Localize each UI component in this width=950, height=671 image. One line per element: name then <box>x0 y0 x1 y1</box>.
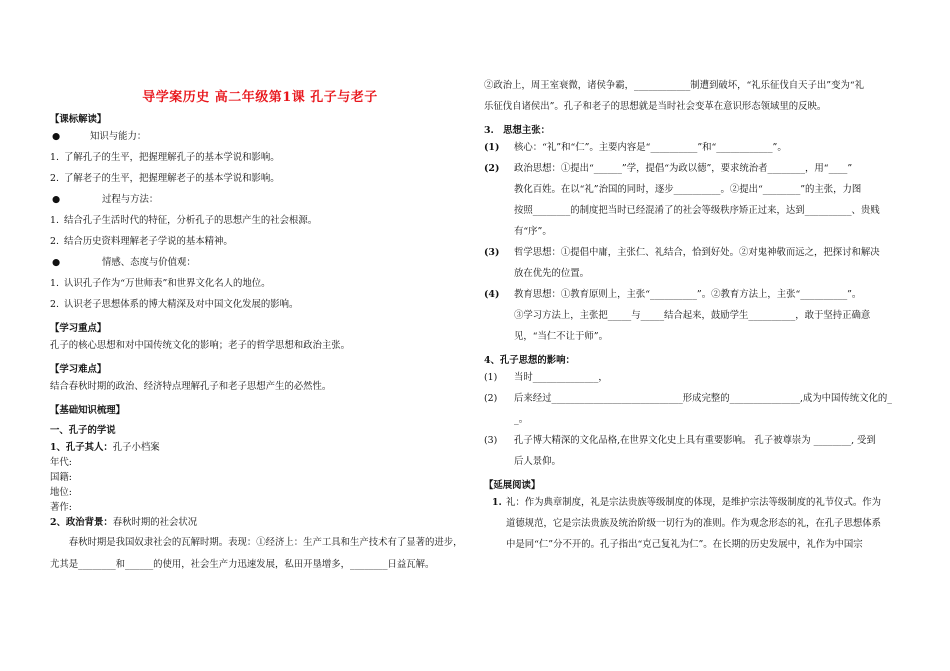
item-body <box>514 372 904 383</box>
item-number: 2. <box>50 173 59 184</box>
item-political-background <box>50 517 470 528</box>
item-text: 了解老子的生平，把握理解老子的基本学说和影响。 <box>64 173 280 184</box>
item-number: 2. <box>50 299 59 310</box>
item-line: 后来经过____________________________形成完整的_______________,成为中国传统文化的_ <box>514 393 892 404</box>
item-number: (1) <box>484 142 500 153</box>
list-item <box>484 247 904 279</box>
item-number: (3) <box>484 435 498 446</box>
item-number: 1. <box>50 152 59 163</box>
item-line: 礼：作为典章制度，礼是宗法贵族等级制度的体现，是维护宗法等级制度的礼节仪式。作为 <box>506 497 882 508</box>
list-item <box>484 289 904 342</box>
list-item <box>484 163 904 237</box>
item-number: 2. <box>50 236 59 247</box>
item-number: 1. <box>50 215 59 226</box>
document-title: 导学案历史 高二年级第1课 孔子与老子 <box>142 90 378 105</box>
item-line: 见，“当仁不让于师”。 <box>514 331 608 342</box>
list-item <box>50 278 470 289</box>
list-item <box>50 215 470 226</box>
field-country: 国籍: <box>50 472 72 483</box>
item-body <box>514 142 904 153</box>
item-body <box>514 289 904 342</box>
item-number: (2) <box>484 163 500 174</box>
item-confucius-person <box>50 442 470 453</box>
item-line: 哲学思想：①提倡中庸，主张仁、礼结合，恰到好处。②对鬼神敬而远之，把探讨和解决 <box>514 247 880 258</box>
item-line: ③学习方法上，主张把_____与_____结合起来，鼓励学生__________，敢于坚持正确意 <box>514 310 871 321</box>
field-works: 著作: <box>50 502 72 513</box>
item-text: 结合历史资料理解老子学说的基本精神。 <box>64 236 233 247</box>
item-line: 后人景仰。 <box>514 456 561 467</box>
item-line: 放在优先的位置。 <box>514 268 590 279</box>
item-line: 道德规范，它是宗法贵族及统治阶级一切行为的准则。作为观念形态的礼，在孔子思想体系 <box>506 518 882 529</box>
bullet-icon: ● <box>52 194 61 205</box>
list-item <box>50 173 470 184</box>
section-heading: 一、孔子的学说 <box>50 425 116 436</box>
section-heading: 4、孔子思想的影响： <box>484 355 575 366</box>
ext-heading: 【延展阅读】 <box>484 480 541 491</box>
item-number: (1) <box>484 372 498 383</box>
item-line: 政治思想：①提出“______”学，提倡“为政以德”，要求统治者________，用“____” <box>514 163 853 174</box>
item-number: 1. <box>492 497 502 508</box>
jichu-heading: 【基础知识梳理】 <box>50 405 126 416</box>
list-item <box>50 299 470 310</box>
goal-label: 过程与方法： <box>102 194 159 205</box>
item-body <box>506 497 904 550</box>
item-line: 教化百姓。在以“礼”治国的同时，逐步__________。②提出“________”的主张，力图 <box>514 184 862 195</box>
list-item <box>50 236 470 247</box>
item-label: 2、政治背景： <box>50 517 113 528</box>
item-label: 1、孔子其人： <box>50 442 113 453</box>
goal-process <box>50 194 470 205</box>
section-heading: 3. 思想主张： <box>484 125 551 136</box>
item-line: 中是同“仁”分不开的。孔子指出“克己复礼为仁”。在长期的历史发展中，礼作为中国宗 <box>506 539 863 550</box>
goal-emotion <box>50 257 470 268</box>
left-column <box>50 80 470 576</box>
zhongdian-text: 孔子的核心思想和对中国传统文化的影响；老子的哲学思想和政治主张。 <box>50 340 351 351</box>
item-number: (4) <box>484 289 500 300</box>
zhongdian-heading: 【学习重点】 <box>50 323 107 334</box>
background-paragraph: 春秋时期是我国奴隶社会的瓦解时期。表现：①经济上：生产工具和生产技术有了显著的进步，尤其是________和______的使用，社会生产力迅速发展，私田开垦增多，________日益瓦解。 <box>50 537 463 570</box>
item-body <box>514 163 904 237</box>
item-line: 核心：“礼”和“仁”。主要内容是“__________”和“____________”。 <box>514 142 787 153</box>
item-line: 教育思想：①教育原则上，主张“__________”。②教育方法上，主张“__________”。 <box>514 289 862 300</box>
right-column <box>484 80 904 550</box>
list-item <box>484 393 904 425</box>
item-text: 了解孔子的生平，把握理解孔子的基本学说和影响。 <box>64 152 280 163</box>
list-item <box>50 152 470 163</box>
ext-item <box>484 497 904 550</box>
item-text: 结合孔子生活时代的特征，分析孔子的思想产生的社会根源。 <box>64 215 318 226</box>
nandian-heading: 【学习难点】 <box>50 364 107 375</box>
item-line: 有“序”。 <box>514 226 552 237</box>
item-text: 春秋时期的社会状况 <box>112 517 198 528</box>
item-number: (3) <box>484 247 500 258</box>
bullet-icon: ● <box>52 257 61 268</box>
item-line: 当时______________， <box>514 372 608 383</box>
item-number: 1. <box>50 278 59 289</box>
goal-knowledge <box>50 131 470 142</box>
item-text: 认识老子思想体系的博大精深及对中国文化发展的影响。 <box>64 299 299 310</box>
item-body <box>514 393 904 425</box>
list-item <box>484 435 904 467</box>
continued-line: ②政治上，周王室衰微，诸侯争霸，____________制遭到破坏，“礼乐征伐自天子出”变为“礼 <box>484 80 865 91</box>
item-line: 孔子博大精深的文化品格,在世界文化史上具有重要影响。 孔子被尊崇为 ________, 受到 <box>514 435 876 446</box>
bullet-icon: ● <box>52 131 61 142</box>
list-item <box>484 372 904 383</box>
field-era: 年代: <box>50 457 72 468</box>
nandian-text: 结合春秋时期的政治、经济特点理解孔子和老子思想产生的必然性。 <box>50 381 332 392</box>
item-number: (2) <box>484 393 498 404</box>
item-text: 孔子小档案 <box>112 442 160 453</box>
field-status: 地位: <box>50 487 72 498</box>
item-body <box>514 435 904 467</box>
goal-label: 知识与能力： <box>90 131 147 142</box>
item-line: _。 <box>514 414 529 425</box>
continued-line: 乐征伐自诸侯出”。孔子和老子的思想就是当时社会变革在意识形态领域里的反映。 <box>484 101 827 112</box>
item-line: 按照________的制度把当时已经混淆了的社会等级秩序矫正过来，达到__________、贵贱 <box>514 205 880 216</box>
goal-label: 情感、态度与价值观： <box>102 257 196 268</box>
kebiao-heading: 【课标解读】 <box>50 114 107 125</box>
item-text: 认识孔子作为“万世师表”和世界文化名人的地位。 <box>64 278 271 289</box>
list-item <box>484 142 904 153</box>
item-body <box>514 247 904 279</box>
